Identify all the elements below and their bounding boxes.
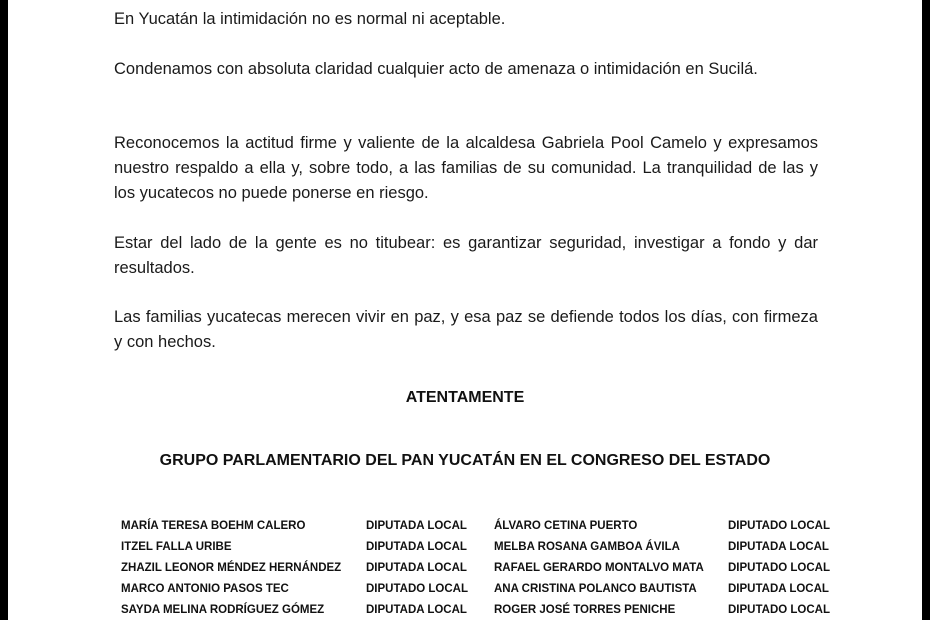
signer-role: DIPUTADO LOCAL	[728, 561, 831, 574]
signer-role: DIPUTADA LOCAL	[366, 519, 467, 532]
signer-name: ANA CRISTINA POLANCO BAUTISTA	[494, 582, 697, 595]
signer-role: DIPUTADA LOCAL	[728, 540, 829, 553]
statement-paragraph: Condenamos con absoluta claridad cualquier acto de amenaza o intimidación en Sucilá.	[114, 60, 758, 78]
statement-paragraph: Estar del lado de la gente es no titubear: es garantizar seguridad, investigar a fondo y dar resultados.	[114, 234, 818, 277]
signer-row	[121, 578, 838, 599]
signer-name: MARÍA TERESA BOEHM CALERO	[121, 519, 306, 532]
signer-row	[121, 536, 838, 557]
signer-name: ZHAZIL LEONOR MÉNDEZ HERNÁNDEZ	[121, 561, 342, 574]
signer-name: SAYDA MELINA RODRÍGUEZ GÓMEZ	[121, 603, 325, 616]
statement-paragraph: En Yucatán la intimidación no es normal ni aceptable.	[114, 10, 506, 28]
signer-role: DIPUTADA LOCAL	[366, 603, 467, 616]
signer-role: DIPUTADA LOCAL	[366, 561, 467, 574]
document-page	[8, 0, 922, 620]
signer-role: DIPUTADO LOCAL	[728, 603, 831, 616]
signer-row	[121, 515, 838, 536]
closing-heading: ATENTAMENTE	[405, 389, 525, 406]
statement-paragraph: Reconocemos la actitud firme y valiente de la alcaldesa Gabriela Pool Camelo y expresamos nuestro respaldo a ella y, sobre todo, a las familias de su comunidad. La tranquilidad de las y los yucatecos no puede ponerse en riesgo.	[114, 134, 818, 202]
signer-role: DIPUTADA LOCAL	[728, 582, 829, 595]
group-title: GRUPO PARLAMENTARIO DEL PAN YUCATÁN EN EL CONGRESO DEL ESTADO	[159, 452, 771, 469]
signer-role: DIPUTADA LOCAL	[366, 540, 467, 553]
signer-name: ROGER JOSÉ TORRES PENICHE	[494, 603, 676, 616]
signer-row	[121, 557, 838, 578]
signer-role: DIPUTADO LOCAL	[728, 519, 831, 532]
signer-row	[121, 599, 838, 620]
signer-name: ÁLVARO CETINA PUERTO	[494, 519, 638, 532]
signer-name: MARCO ANTONIO PASOS TEC	[121, 582, 289, 595]
signer-name: MELBA ROSANA GAMBOA ÁVILA	[494, 540, 680, 553]
signer-name: RAFAEL GERARDO MONTALVO MATA	[494, 561, 704, 574]
signers-table	[121, 515, 838, 620]
statement-paragraph: Las familias yucatecas merecen vivir en paz, y esa paz se defiende todos los días, con firmeza y con hechos.	[114, 308, 818, 351]
signer-role: DIPUTADO LOCAL	[366, 582, 469, 595]
signer-name: ITZEL FALLA URIBE	[121, 540, 232, 553]
